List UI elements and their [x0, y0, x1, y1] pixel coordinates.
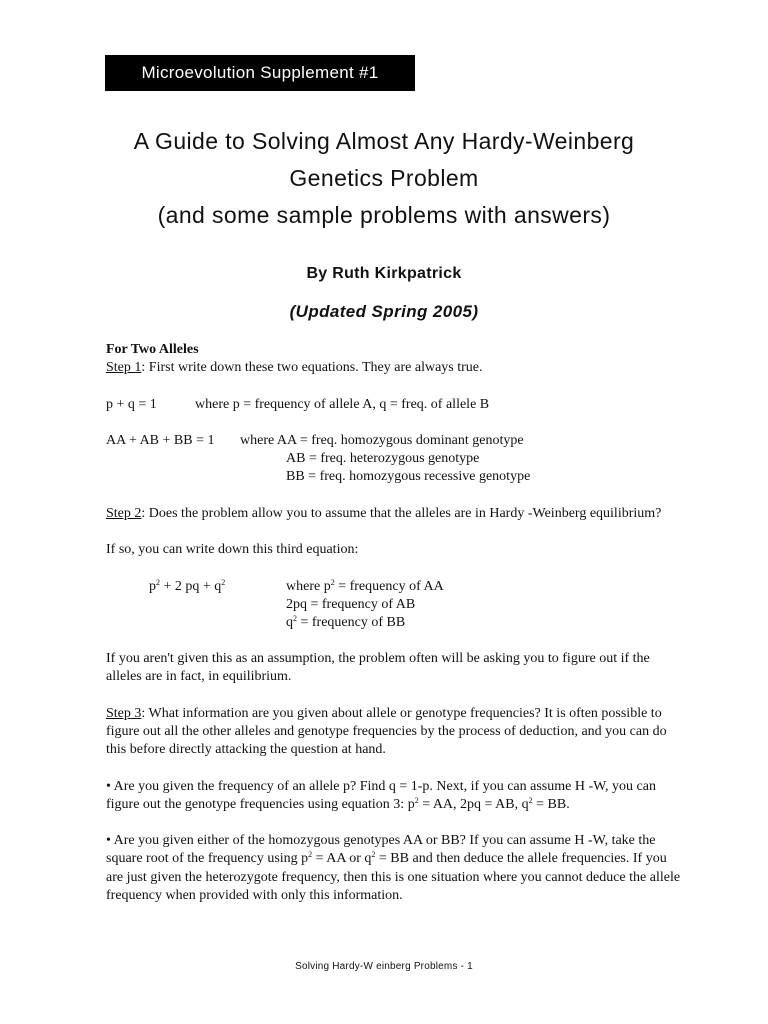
bullet-2-paragraph: [106, 832, 686, 905]
eq3-exp-3: 2: [330, 577, 335, 587]
bullet-2-exp-1: 2: [308, 850, 313, 860]
author-line: By Ruth Kirkpatrick: [306, 265, 462, 282]
eq3-where-p: where p: [286, 578, 331, 594]
equation-2-description-1: where AA = freq. homozygous dominant genotype: [240, 432, 524, 448]
bullet-1-paragraph: [106, 778, 686, 814]
eq3-exp-1: 2: [156, 577, 160, 587]
third-equation-intro: If so, you can write down this third equation:: [106, 542, 359, 558]
section-heading: For Two Alleles: [106, 342, 199, 357]
equation-3-description-1: [286, 578, 444, 596]
page-footer: Solving Hardy-W einberg Problems - 1: [295, 961, 473, 972]
eq3-where-p-rest: = frequency of AA: [334, 578, 444, 594]
updated-date: (Updated Spring 2005): [289, 302, 479, 321]
bullet-2-text-a: • Are you given either of the homozygous genotypes AA or BB? If you can assume H -W, take the square root of the frequency using p: [106, 833, 656, 867]
step-1-text: : First write down these two equations. They are always true.: [141, 360, 483, 376]
equation-3-row: [106, 578, 686, 596]
equation-2-description-2: AB = freq. heterozygous genotype: [286, 451, 480, 467]
bullet-2-text-c: = BB and then deduce the allele frequencies. If you are just given the heterozygote frequency, then this is one situation where you cannot deduce the allele frequency when provided with only this information.: [106, 851, 681, 903]
equation-1-formula: p + q = 1: [106, 396, 157, 412]
equation-2-row-2: [106, 450, 686, 468]
equation-2-row: [106, 432, 686, 450]
equation-3-description-3: [286, 614, 405, 632]
bullet-2-text-b: = AA or q: [312, 851, 372, 867]
eq3-rest: + 2 pq + q: [160, 578, 222, 594]
equation-3-description-2: 2pq = frequency of AB: [286, 596, 416, 612]
equation-1-description: where p = frequency of allele A, q = freq. of allele B: [195, 396, 490, 412]
step-3-paragraph: [106, 705, 686, 760]
step-3-label: Step 3: [106, 705, 142, 721]
bullet-2-exp-2: 2: [371, 850, 376, 860]
bullet-1-exp-1: 2: [414, 795, 419, 805]
step-2-paragraph: [106, 505, 686, 523]
equation-2-description-3: BB = freq. homozygous recessive genotype: [286, 469, 531, 485]
eq3-exp-2: 2: [221, 577, 226, 587]
eq3-p: p: [149, 578, 156, 594]
eq3-exp-4: 2: [293, 613, 297, 623]
equation-2-row-3: [106, 468, 686, 486]
bullet-1-text-c: = BB.: [532, 796, 570, 812]
equation-3-row-3: [106, 614, 686, 632]
title-line-1: A Guide to Solving Almost Any Hardy-Weinberg: [133, 128, 635, 154]
step-1-paragraph: [106, 359, 686, 377]
step-2-text: : Does the problem allow you to assume that the alleles are in Hardy -Weinberg equilibrium?: [141, 505, 662, 521]
supplement-label: Microevolution Supplement #1: [105, 55, 415, 91]
bullet-1-text-a: • Are you given the frequency of an allele p? Find q = 1-p. Next, if you can assume H -W, you can figure out the genotype frequencies using equation 3: p: [106, 778, 656, 812]
document-title: [60, 123, 708, 234]
bullet-1-text-b: = AA, 2pq = AB, q: [418, 796, 529, 812]
step-1-label: Step 1: [106, 360, 142, 376]
title-line-3: (and some sample problems with answers): [157, 202, 611, 228]
eq3-q-rest: = frequency of BB: [297, 614, 406, 630]
equation-1-row: [106, 396, 686, 414]
bullet-1-exp-2: 2: [528, 795, 533, 805]
equation-3-row-2: [106, 596, 686, 614]
assumption-paragraph: If you aren't given this as an assumption, the problem often will be asking you to figure out if the alleles are in fact, in equilibrium.: [106, 651, 650, 685]
equation-3-formula: [149, 578, 225, 596]
step-3-text: : What information are you given about allele or genotype frequencies? It is often possible to figure out all the other alleles and genotype frequencies by the process of deduction, and you can do this before directly attacking the question at hand.: [106, 705, 667, 758]
equation-2-formula: AA + AB + BB = 1: [106, 432, 215, 448]
eq3-q: q: [286, 614, 293, 630]
title-line-2: Genetics Problem: [289, 165, 479, 191]
document-body: [106, 341, 686, 905]
step-2-label: Step 2: [106, 505, 142, 521]
